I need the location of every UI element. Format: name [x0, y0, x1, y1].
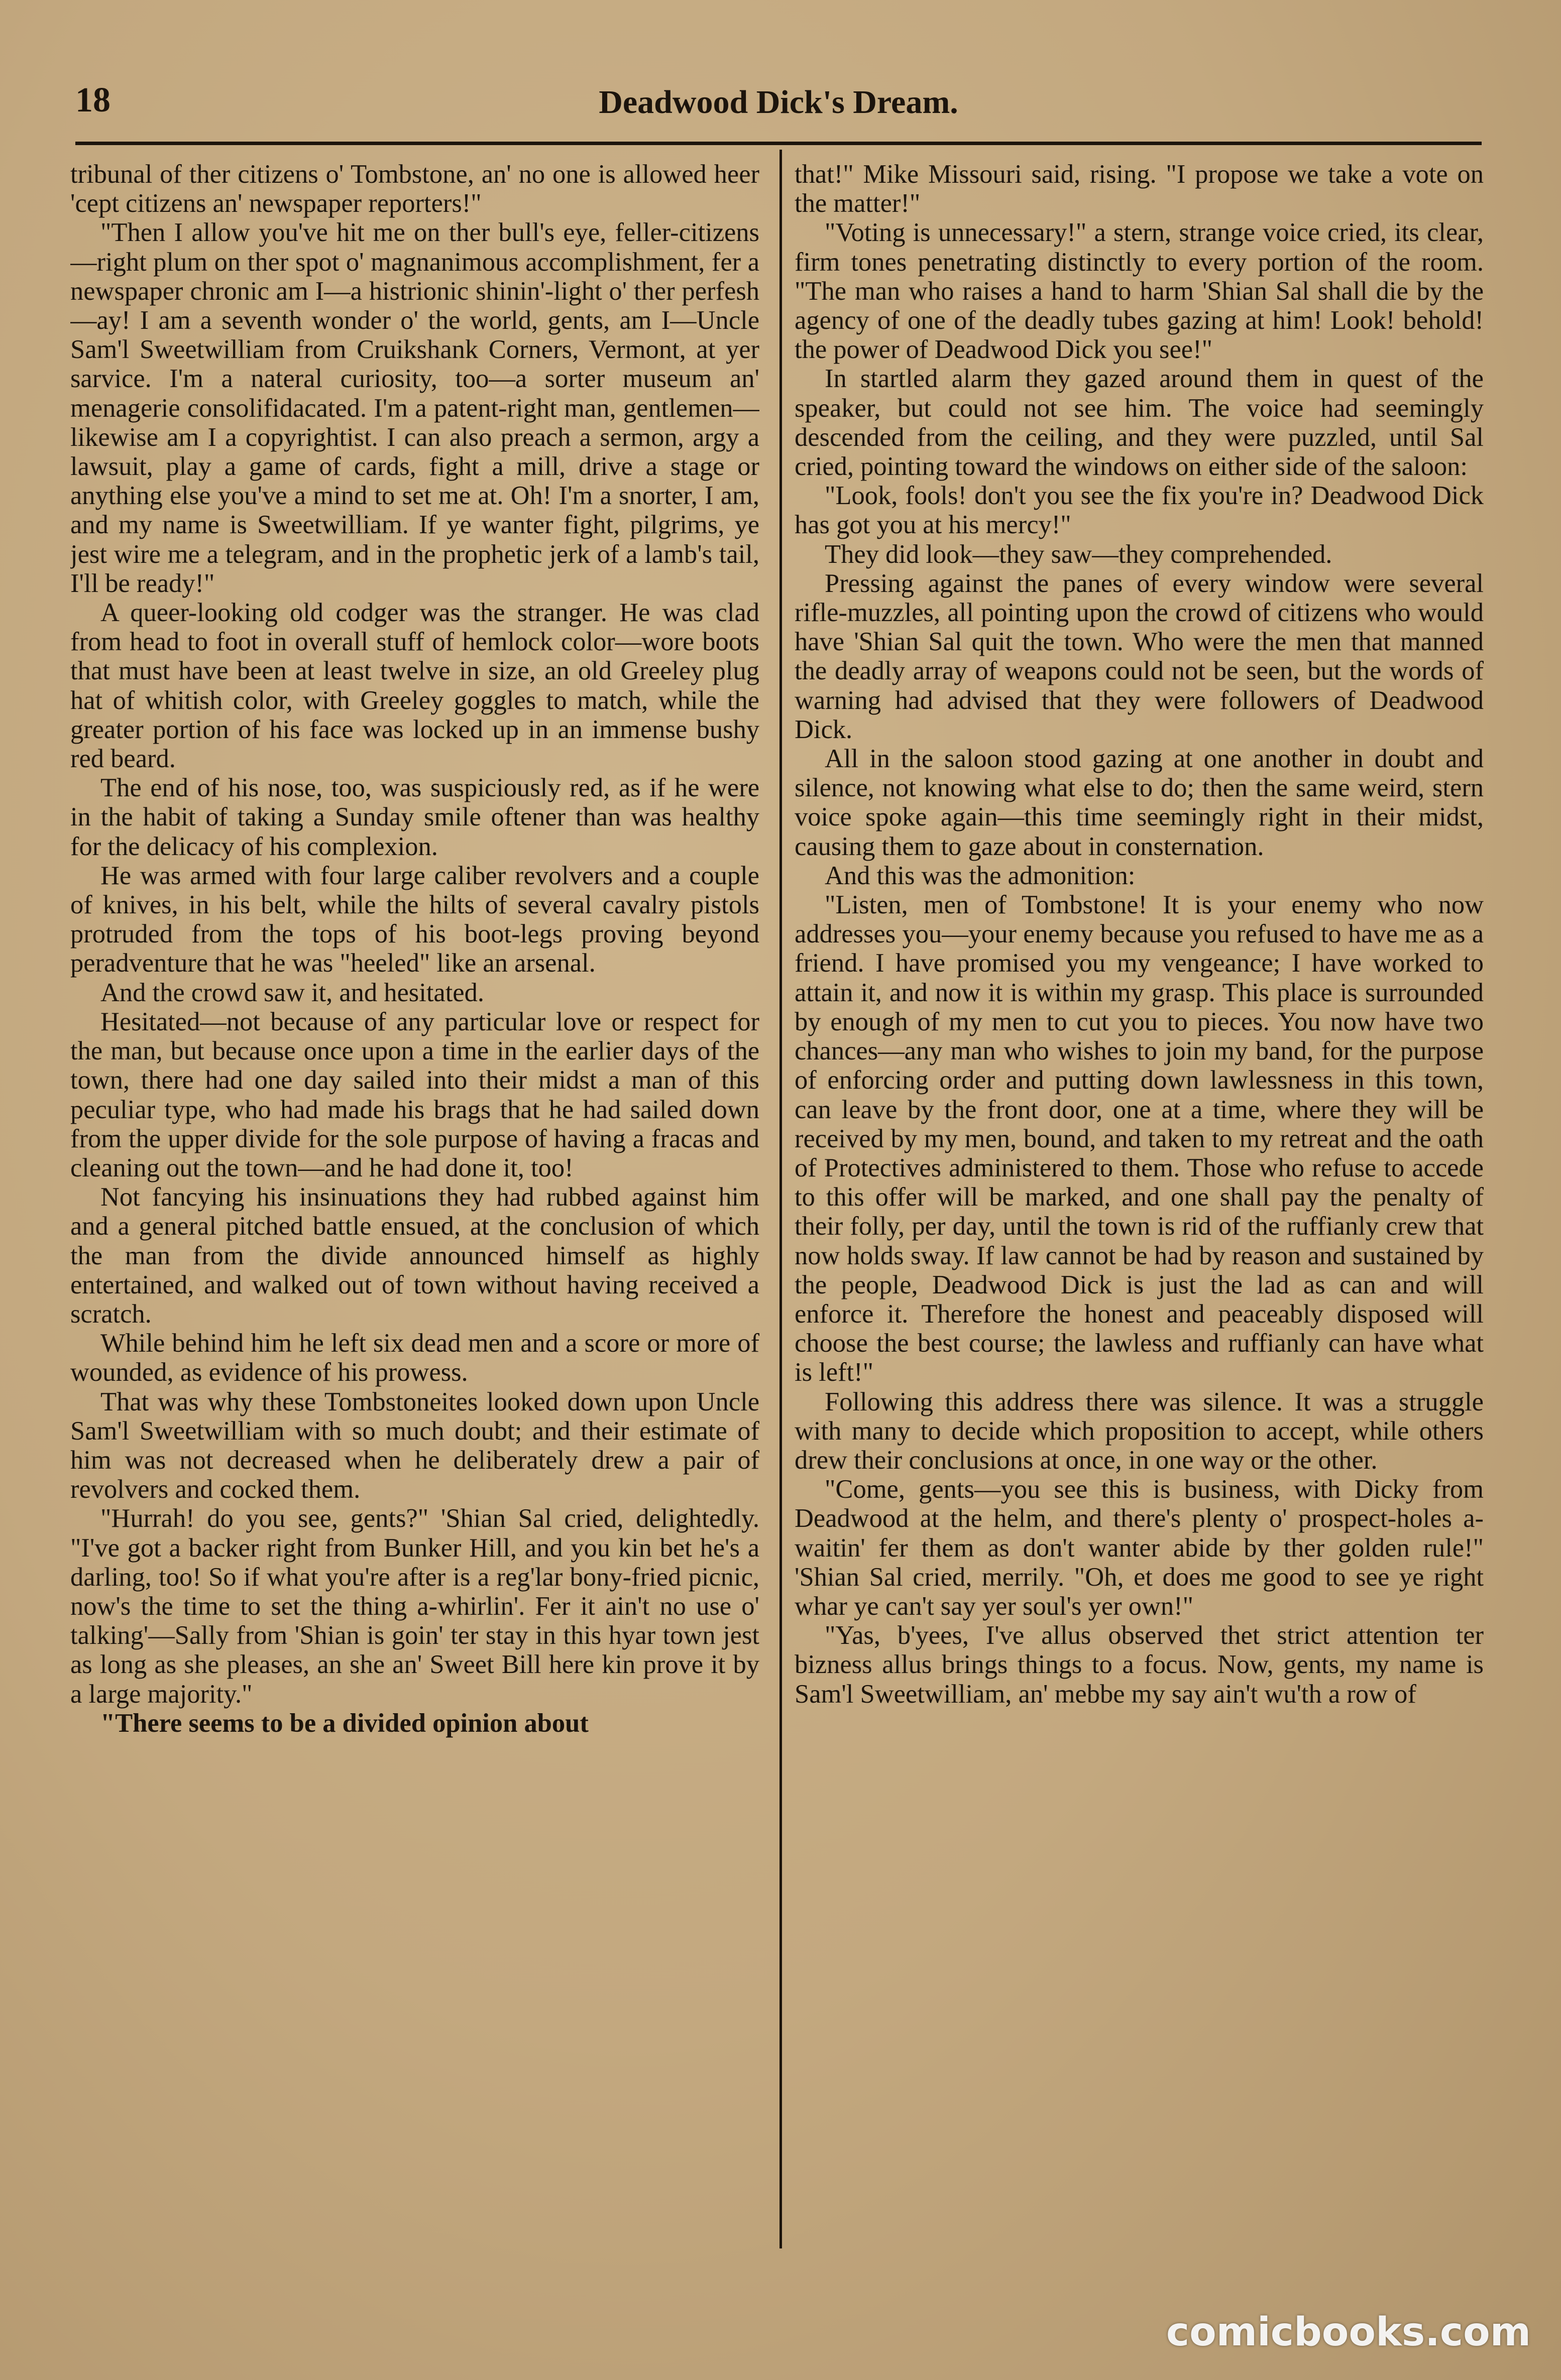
- watermark: comicbooks.com: [1166, 2310, 1531, 2355]
- paragraph: A queer-looking old codger was the stranger. He was clad from head to foot in overall stuff of hemlock color—wore boots that must have been at least twelve in size, an old Greeley plug hat of whitish color, with Greeley goggles to match, while the greater portion of his face was locked up in an immense bushy red beard.: [70, 598, 759, 774]
- column-divider: [779, 150, 782, 2248]
- paragraph: Pressing against the panes of every window were several rifle-muzzles, all pointing upon the crowd of citizens who would have 'Shian Sal quit the town. Who were the men that manned the deadly array of weapons could not be seen, but the words of warning had advised that they were followers of Deadwood Dick.: [795, 568, 1484, 744]
- paragraph: "Then I allow you've hit me on ther bull's eye, feller-citizens—right plum on ther spot o' magnanimous accomplishment, fer a newspaper chronic am I—a histrionic shinin'-light o' ther perfesh—ay! I am a seventh wonder o' the world, gents, am I—Uncle Sam'l Sweetwilliam from Cruikshank Corners, Vermont, at yer sarvice. I'm a nateral curiosity, too—a sorter museum an' menagerie consolifidacated. I'm a patent-right man, gentlemen—likewise am I a copyrightist. I can also preach a sermon, argy a lawsuit, play a game of cards, fight a mill, drive a stage or anything else you've a mind to set me at. Oh! I'm a snorter, I am, and my name is Sweetwilliam. If ye wanter fight, pilgrims, ye jest wire me a telegram, and in the prophetic jerk of a lamb's tail, I'll be ready!": [70, 218, 759, 598]
- paragraph: "Voting is unnecessary!" a stern, strange voice cried, its clear, firm tones penetrating distinctly to every portion of the room. "The man who raises a hand to harm 'Shian Sal shall die by the agency of one of the deadly tubes gazing at him! Look! behold! the power of Deadwood Dick you see!": [795, 218, 1484, 365]
- paragraph: While behind him he left six dead men and a score or more of wounded, as evidence of his prowess.: [70, 1329, 759, 1387]
- paragraph: Hesitated—not because of any particular love or respect for the man, but because once upon a time in the earlier days of the town, there had one day sailed into their midst a man of this peculiar type, who had made his brags that he had sailed down from the upper divide for the sole purpose of having a fracas and cleaning out the town—and he had done it, too!: [70, 1007, 759, 1182]
- header-rule: [75, 142, 1482, 145]
- paragraph: That was why these Tombstoneites looked down upon Uncle Sam'l Sweetwilliam with so much doubt; and their estimate of him was not decreased when he deliberately drew a pair of revolvers and cocked them.: [70, 1387, 759, 1504]
- paragraph: The end of his nose, too, was suspiciously red, as if he were in the habit of taking a Sunday smile oftener than was healthy for the delicacy of his complexion.: [70, 773, 759, 861]
- paragraph: He was armed with four large caliber revolvers and a couple of knives, in his belt, while the hilts of several cavalry pistols protruded from the tops of his boot-legs proving beyond peradventure that he was "heeled" like an arsenal.: [70, 861, 759, 978]
- paragraph: "Come, gents—you see this is business, with Dicky from Deadwood at the helm, and there's plenty o' prospect-holes a-waitin' fer them as don't wanter abide by ther golden rule!" 'Shian Sal cried, merrily. "Oh, et does me good to see ye right whar ye can't say yer soul's yer own!": [795, 1475, 1484, 1621]
- paragraph: And the crowd saw it, and hesitated.: [100, 978, 484, 1007]
- page-header: [75, 80, 1482, 136]
- paragraph: tribunal of ther citizens o' Tombstone, an' no one is allowed heer 'cept citizens an' newspaper reporters!": [70, 160, 759, 218]
- paragraph: "Listen, men of Tombstone! It is your enemy who now addresses you—your enemy because you refused to have me as a friend. I have promised you my vengeance; I have worked to attain it, and now it is within my grasp. This place is surrounded by enough of my men to cut you to pieces. You now have two chances—any man who wishes to join my band, for the purpose of enforcing order and putting down lawlessness in this town, can leave by the front door, one at a time, where they will be received by my men, bound, and taken to my retreat and the oath of Protectives administered to them. Those who refuse to accede to this offer will be marked, and one shall pay the penalty of their folly, per day, until the town is rid of the ruffianly crew that now holds sway. If law cannot be had by reason and sustained by the people, Deadwood Dick is just the lad as can and will enforce it. Therefore the honest and peaceably disposed will choose the best course; the lawless and ruffianly can have what is left!": [795, 890, 1484, 1387]
- paragraph: "Look, fools! don't you see the fix you're in? Deadwood Dick has got you at his mercy!": [795, 481, 1484, 540]
- paragraph: All in the saloon stood gazing at one another in doubt and silence, not knowing what else to do; then the same weird, stern voice spoke again—this time seemingly right in their midst, causing them to gaze about in consternation.: [795, 744, 1484, 861]
- paragraph: "Hurrah! do you see, gents?" 'Shian Sal cried, delightedly. "I've got a backer right from Bunker Hill, and you kin bet he's a darling, too! So if what you're after is a reg'lar bony-fried picnic, now's the time to set the thing a-whirlin'. Fer it ain't no use o' talking'—Sally from 'Shian is goin' ter stay in this hyar town jest as long as she pleases, an she an' Sweet Bill here kin prove it by a large majority.": [70, 1504, 759, 1709]
- paragraph: In startled alarm they gazed around them in quest of the speaker, but could not see him. The voice had seemingly descended from the ceiling, and they were puzzled, until Sal cried, pointing toward the windows on either side of the saloon:: [795, 364, 1484, 482]
- page-number: 18: [75, 81, 110, 120]
- paragraph: And this was the admonition:: [825, 861, 1136, 890]
- paragraph: "There seems to be a divided opinion about: [100, 1708, 589, 1738]
- paragraph: "Yas, b'yees, I've allus observed thet strict attention ter bizness allus brings things to a focus. Now, gents, my name is Sam'l Sweetwilliam, an' mebbe my say ain't wu'th a row of: [795, 1621, 1484, 1709]
- paragraph: They did look—they saw—they comprehended.: [825, 539, 1332, 569]
- paragraph: that!" Mike Missouri said, rising. "I propose we take a vote on the matter!": [795, 160, 1484, 218]
- paragraph: Following this address there was silence. It was a struggle with many to decide which proposition to accept, while others drew their conclusions at once, in one way or the other.: [795, 1387, 1484, 1475]
- running-title: Deadwood Dick's Dream.: [599, 84, 958, 121]
- paragraph: Not fancying his insinuations they had rubbed against him and a general pitched battle ensued, at the conclusion of which the man from the divide announced himself as highly entertained, and walked out of town without having received a scratch.: [70, 1182, 759, 1329]
- left-column: [70, 160, 759, 2248]
- right-column: [795, 160, 1484, 2248]
